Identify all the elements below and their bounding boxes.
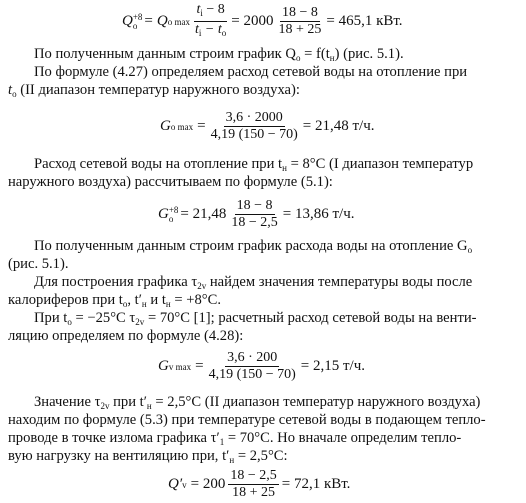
denominator: 18 + 25 xyxy=(278,22,322,37)
formula-q-prime-v xyxy=(168,468,350,501)
text: = +8°С. xyxy=(170,292,222,308)
superscript: +8 xyxy=(168,204,179,215)
subscript: н xyxy=(329,53,335,63)
text: = 70°С. Но вначале определим тепло- xyxy=(224,430,462,446)
result: = 2,15 т/ч. xyxy=(300,358,366,374)
formula-q-plus8 xyxy=(122,2,403,41)
result: = 72,1 кВт. xyxy=(281,476,351,492)
numerator: 3,6 · 2000 xyxy=(225,110,283,125)
subscript: v xyxy=(182,479,187,490)
text: По формуле (4.27) определяем расход сетевой воды на отопление при xyxy=(34,64,468,80)
subscript: 2v xyxy=(100,401,110,411)
text: При t xyxy=(34,310,68,326)
subscript: н xyxy=(229,455,235,465)
subscript: o max xyxy=(167,16,190,27)
text: находим по формуле (5.3) при температуре сетевой воды в подающем тепло- xyxy=(8,412,486,428)
text: = 2,5°С: xyxy=(234,448,288,464)
result: = 465,1 кВт. xyxy=(326,13,403,29)
subscript: o xyxy=(122,299,128,309)
subscript: v max xyxy=(168,361,192,372)
fraction xyxy=(207,350,298,383)
paragraph-line xyxy=(8,173,333,191)
text: и t xyxy=(146,292,166,308)
text: Расход сетевой воды на отопление при t xyxy=(34,156,283,172)
text: (II диапазон температур наружного воздуха): xyxy=(16,82,300,98)
fraction-ti xyxy=(193,2,228,41)
result: = 21,48 т/ч. xyxy=(302,118,375,134)
denominator: 4,19 (150 − 70) xyxy=(210,127,298,142)
text: вую нагрузку на вентиляцию при, t′ xyxy=(8,448,230,464)
subscript: н xyxy=(282,163,287,173)
text: По полученным данным строим график Q xyxy=(34,46,296,62)
text: = −25°С τ xyxy=(71,310,136,326)
text: ) (рис. 5.1). xyxy=(334,46,404,62)
paragraph-line xyxy=(8,447,288,469)
text: = 70°С [1]; расчетный расход сетевой воды на венти- xyxy=(144,310,477,326)
numerator: 18 − 8 xyxy=(236,198,273,213)
subscript: i xyxy=(198,28,202,38)
numerator: 18 − 8 xyxy=(281,5,318,20)
superscript: +8 xyxy=(132,11,143,22)
fraction xyxy=(228,468,278,501)
subscript: o xyxy=(12,89,17,99)
numerator: 18 − 2,5 xyxy=(230,468,277,483)
paragraph-line xyxy=(34,63,467,81)
subscript: o xyxy=(67,317,72,327)
formula-g-o-plus8 xyxy=(158,198,355,231)
subscript: i xyxy=(200,8,203,18)
formula-g-v-max xyxy=(158,350,365,383)
denominator-symbol: t xyxy=(194,22,199,37)
text: Для построения графика τ xyxy=(34,274,198,290)
subscript: o xyxy=(295,53,301,63)
symbol-q: Q xyxy=(122,13,133,29)
fraction-numbers xyxy=(276,5,323,38)
result: = 13,86 т/ч. xyxy=(282,206,355,222)
text: найдем значения температуры воды после xyxy=(206,274,473,290)
symbol-q-prime: Q′ xyxy=(168,476,183,492)
coefficient: = 2000 xyxy=(231,13,274,29)
text: (рис. 5.1). xyxy=(8,256,69,272)
fraction xyxy=(209,110,300,143)
equals: = xyxy=(195,358,204,374)
text: калориферов при t xyxy=(8,292,123,308)
text: проводе в точке излома графика τ′ xyxy=(8,430,220,446)
text: По полученным данным строим график расхода воды на отопление G xyxy=(34,238,468,254)
numerator-rest: − 8 xyxy=(202,2,225,17)
text: при t′ xyxy=(109,394,147,410)
denominator-mid: − t xyxy=(201,22,222,37)
symbol: t xyxy=(8,82,13,98)
subscript: o xyxy=(221,28,227,38)
symbol-q-max: Q xyxy=(156,13,168,29)
numerator: 3,6 · 200 xyxy=(227,350,278,365)
subscript: 2v xyxy=(135,317,145,327)
text: наружного воздуха) рассчитываем по формуле (5.1): xyxy=(8,174,333,190)
equals: = xyxy=(144,13,153,29)
equals: = xyxy=(197,118,206,134)
paragraph-line xyxy=(8,411,486,429)
coefficient: = 200 xyxy=(190,476,226,492)
symbol-g: G xyxy=(158,358,169,374)
symbol-g: G xyxy=(160,118,171,134)
text: ляцию определяем по формуле (4.28): xyxy=(8,328,244,344)
text: = 2,5°С (II диапазон температур наружного воздуха) xyxy=(151,394,481,410)
subscript: o max xyxy=(170,121,194,132)
paragraph-line xyxy=(8,81,300,103)
symbol-g: G xyxy=(158,206,169,222)
subscript: o xyxy=(132,20,138,31)
paragraph-line xyxy=(8,327,243,345)
fraction xyxy=(229,198,279,231)
denominator: 18 − 2,5 xyxy=(231,215,278,230)
text: = 8°С (I диапазон температур xyxy=(286,156,474,172)
subscript: н xyxy=(141,299,147,309)
text: Значение τ xyxy=(34,394,101,410)
text: , t′ xyxy=(127,292,142,308)
denominator: 4,19 (150 − 70) xyxy=(208,367,296,382)
subscript: o xyxy=(168,213,174,224)
subscript: н xyxy=(146,401,152,411)
formula-g-o-max xyxy=(160,110,375,143)
paragraph-line xyxy=(8,255,69,273)
text: = f(t xyxy=(300,46,330,62)
coefficient: = 21,48 xyxy=(180,206,227,222)
subscript: 1 xyxy=(219,437,225,447)
subscript: 2v xyxy=(197,281,207,291)
numerator-symbol: t xyxy=(196,2,201,17)
denominator: 18 + 25 xyxy=(232,485,275,500)
paragraph-line xyxy=(34,237,472,259)
subscript: o xyxy=(467,245,473,255)
subscript: н xyxy=(165,299,171,309)
